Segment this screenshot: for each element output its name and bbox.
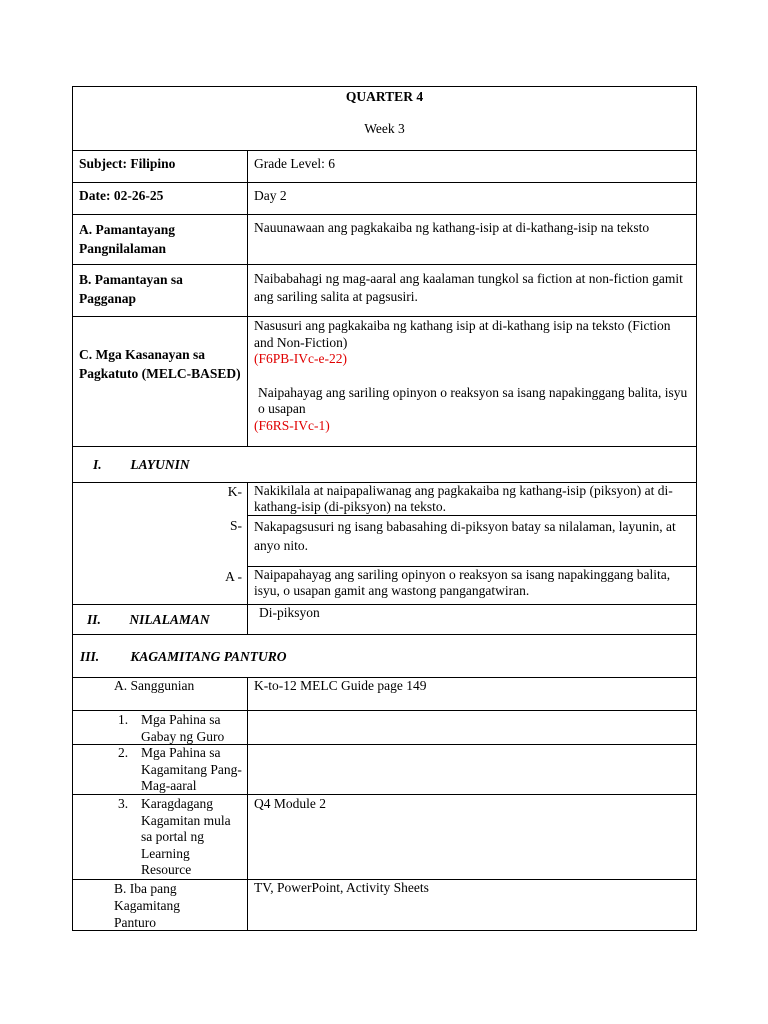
competencies-label	[72, 316, 248, 447]
lesson-plan-table	[73, 87, 697, 932]
learner-material-pages-label	[72, 744, 248, 795]
kagamitan-title: KAGAMITANG PANTURO	[130, 649, 287, 664]
subject-cell: Subject: Filipino	[72, 150, 248, 183]
teacher-guide-pages-value	[247, 710, 697, 745]
nilalaman-title: NILALAMAN	[129, 612, 210, 627]
kagamitan-number: III.	[80, 649, 100, 664]
objective-k-text: Nakikilala at naipapaliwanag ang pagkakaiba ng kathang-isip (piksyon) at di-kathang-isip (di-piksyon) na teksto.	[247, 482, 697, 516]
sanggunian-value: K-to-12 MELC Guide page 149	[247, 677, 697, 711]
objective-s-text: Nakapagsusuri ng isang babasahing di-piksyon batay sa nilalaman, layunin, at anyo nito.	[247, 515, 697, 567]
learner-material-pages-text: Mga Pahina sa Kagamitang Pang-Mag-aaral	[141, 745, 242, 793]
layunin-title: LAYUNIN	[130, 457, 190, 472]
nilalaman-text: Di-piksyon	[247, 604, 697, 635]
kagamitan-heading-row	[72, 634, 697, 678]
teacher-guide-pages-number: 1.	[118, 712, 129, 727]
additional-materials-number: 3.	[118, 796, 129, 811]
layunin-number: I.	[93, 457, 102, 472]
grade-level-cell: Grade Level: 6	[247, 150, 697, 183]
learner-material-pages-value	[247, 744, 697, 795]
day-cell: Day 2	[247, 182, 697, 215]
competency-1-code: (F6PB-IVc-e-22)	[254, 351, 347, 366]
competencies-label-text: C. Mga Kasanayan sa Pagkatuto (MELC-BASED)	[79, 347, 241, 381]
content-standard-text: Nauunawaan ang pagkakaiba ng kathang-isip at di-kathang-isip na teksto	[247, 214, 697, 265]
header-cell	[72, 86, 697, 151]
learner-material-pages-number: 2.	[118, 745, 129, 760]
objective-a-text: Naipapahayag ang sariling opinyon o reaksyon sa isang napakinggang balita, isyu, o usapan gamit ang wastong pangangatwiran.	[247, 566, 697, 605]
other-materials-label	[72, 879, 248, 931]
content-standard-label: A. Pamantayang Pangnilalaman	[72, 214, 248, 265]
additional-materials-label	[72, 794, 248, 880]
competency-2-text: Naipahayag ang sariling opinyon o reaksyon sa isang napakinggang balita, isyu o usapan	[258, 384, 688, 416]
teacher-guide-pages-label	[72, 710, 248, 745]
additional-materials-text: Karagdagang Kagamitan mula sa portal ng Learning Resource	[141, 796, 231, 877]
layunin-heading-row	[72, 446, 697, 483]
competency-1-text: Nasusuri ang pagkakaiba ng kathang isip at di-kathang isip na teksto (Fiction and Non-Fiction)	[254, 318, 671, 350]
week-label: Week 3	[364, 120, 405, 136]
nilalaman-heading-cell	[72, 604, 248, 635]
nilalaman-number: II.	[87, 612, 101, 627]
other-materials-text: B. Iba pang Kagamitang Panturo	[114, 881, 180, 930]
date-cell: Date: 02-26-25	[72, 182, 248, 215]
quarter-title: QUARTER 4	[345, 89, 424, 104]
competencies-cell	[247, 316, 697, 447]
teacher-guide-pages-text: Mga Pahina sa Gabay ng Guro	[141, 712, 225, 744]
objective-s-label: S-	[229, 518, 242, 533]
performance-standard-label: B. Pamantayan sa Pagganap	[72, 264, 248, 317]
objective-a-label: A -	[225, 569, 242, 584]
sanggunian-label: A. Sanggunian	[72, 677, 248, 711]
other-materials-value: TV, PowerPoint, Activity Sheets	[247, 879, 697, 931]
competency-2-code: (F6RS-IVc-1)	[254, 417, 330, 433]
additional-materials-value: Q4 Module 2	[247, 794, 697, 880]
performance-standard-text: Naibabahagi ng mag-aaral ang kaalaman tungkol sa fiction at non-fiction gamit ang sariling salita at pagsusiri.	[247, 264, 697, 317]
objective-k-label: K-	[227, 484, 242, 499]
